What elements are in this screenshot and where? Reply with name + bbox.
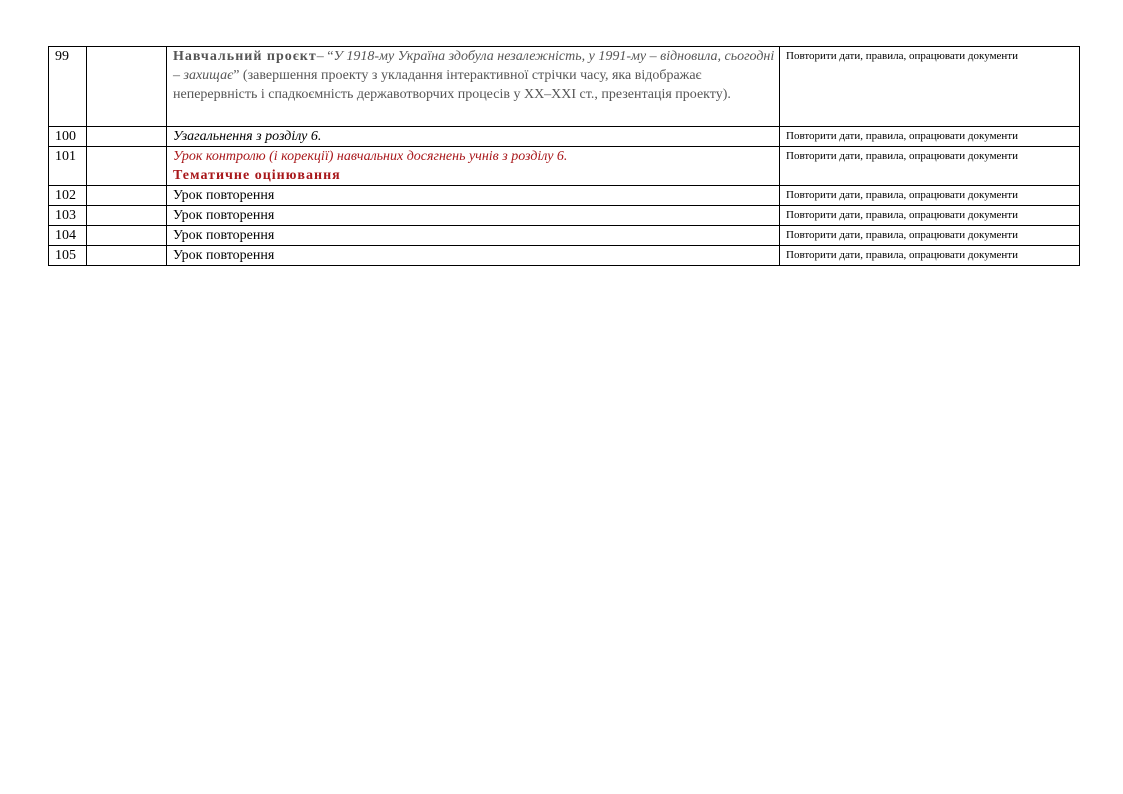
table-row [49, 47, 1080, 127]
lesson-date-cell [87, 246, 167, 266]
homework: Повторити дати, правила, опрацювати документи [780, 206, 1080, 226]
lesson-number: 101 [49, 147, 87, 186]
project-description: ” (завершення проекту з укладання інтерактивної стрічки часу, яка відображає неперервність і спадкоємність державотворчих процесів у ХХ–ХХІ ст., презентація проекту). [173, 68, 731, 102]
table-row [49, 147, 1080, 186]
thematic-assessment-label: Тематичне оцінювання [173, 168, 341, 183]
lesson-topic: Урок повторення [167, 186, 780, 206]
lesson-date-cell [87, 127, 167, 147]
table-row [49, 206, 1080, 226]
table-row [49, 226, 1080, 246]
project-title: У 1918-му Україна здобула незалежність, у 1991-му – відновила, сьогодні – захищає [173, 49, 775, 83]
lesson-date-cell [87, 186, 167, 206]
homework: Повторити дати, правила, опрацювати документи [780, 47, 1080, 127]
project-label: Навчальний проєкт [173, 49, 317, 64]
table-row [49, 246, 1080, 266]
lesson-number: 99 [49, 47, 87, 127]
lesson-topic [167, 147, 780, 186]
lesson-date-cell [87, 206, 167, 226]
lesson-topic: Узагальнення з розділу 6. [167, 127, 780, 147]
table-row [49, 186, 1080, 206]
lesson-topic [167, 47, 780, 127]
lesson-number: 102 [49, 186, 87, 206]
lesson-number: 103 [49, 206, 87, 226]
lesson-topic: Урок повторення [167, 246, 780, 266]
lesson-plan-table [48, 46, 1080, 266]
lesson-number: 105 [49, 246, 87, 266]
lesson-number: 104 [49, 226, 87, 246]
lesson-date-cell [87, 226, 167, 246]
control-lesson-title: Урок контролю (і корекції) навчальних досягнень учнів з розділу 6. [173, 149, 568, 164]
project-dash: – “ [316, 49, 334, 64]
homework: Повторити дати, правила, опрацювати документи [780, 147, 1080, 186]
table-row [49, 127, 1080, 147]
homework: Повторити дати, правила, опрацювати документи [780, 127, 1080, 147]
lesson-topic: Урок повторення [167, 206, 780, 226]
lesson-number: 100 [49, 127, 87, 147]
homework: Повторити дати, правила, опрацювати документи [780, 226, 1080, 246]
homework: Повторити дати, правила, опрацювати документи [780, 186, 1080, 206]
homework: Повторити дати, правила, опрацювати документи [780, 246, 1080, 266]
lesson-date-cell [87, 47, 167, 127]
lesson-topic: Урок повторення [167, 226, 780, 246]
lesson-date-cell [87, 147, 167, 186]
